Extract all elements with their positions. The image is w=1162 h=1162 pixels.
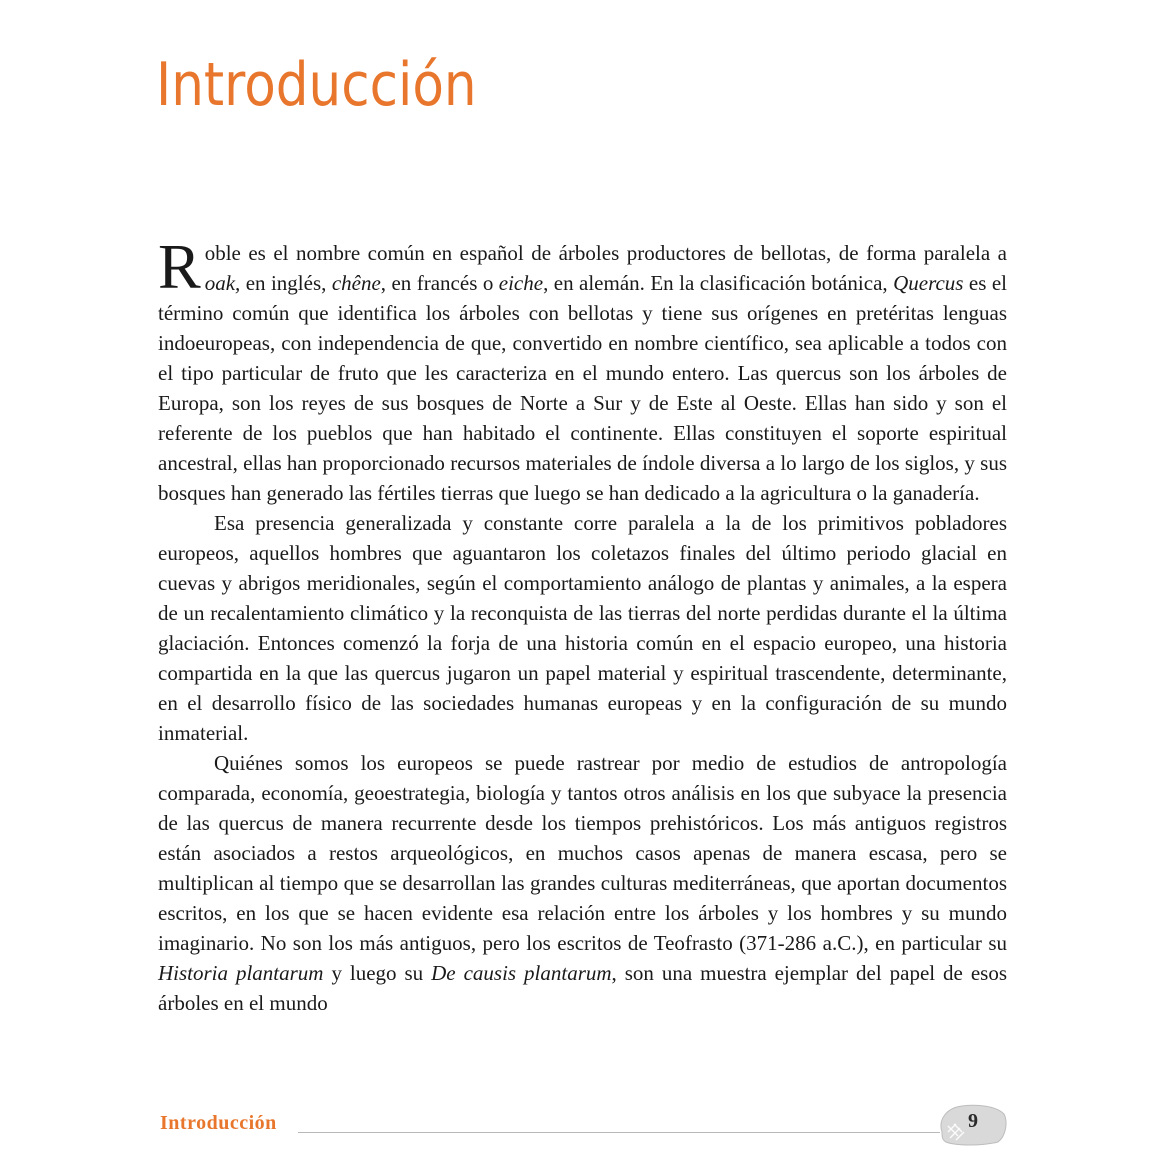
text-run: , en alemán. En la clasificación botánica, bbox=[543, 271, 894, 295]
footer-section-label: Introducción bbox=[160, 1112, 277, 1134]
drop-cap: R bbox=[158, 231, 201, 302]
italic-term: Historia plantarum bbox=[158, 961, 324, 985]
page-title: Introducción bbox=[156, 50, 477, 121]
text-run: es el término común que identifica los árboles con bellotas y tiene sus orígenes en pretéritas lenguas indoeuropeas, con independencia de que, convertido en nombre científico, sea aplicable a todos con el tipo particular de fruto que les caracteriza en el mundo entero. Las quercus son los árboles de Europa, son los reyes de sus bosques de Norte a Sur y de Este al Oeste. Ellas han sido y son el referente de los pueblos que han habitado el continente. Ellas constituyen el soporte espiritual ancestral, ellas han proporcionado recursos materiales de índole diversa a lo largo de los siglos, y sus bosques han generado las fértiles tierras que luego se han dedicado a la agricultura o la ganadería. bbox=[158, 271, 1007, 505]
italic-term: De causis plantarum bbox=[431, 961, 612, 985]
footer-divider bbox=[298, 1132, 940, 1133]
text-run: Quiénes somos los europeos se puede rastrear por medio de estudios de antropología comparada, economía, geoestrategia, biología y tantos otros análisis en los que subyace la presencia de las quercus de manera recurrente desde los tiempos prehistóricos. Los más antiguos registros están asociados a restos arqueológicos, en muchos casos apenas de manera escasa, pero se multiplican al tiempo que se desarrollan las grandes culturas mediterráneas, que aportan documentos escritos, en los que se hacen evidente esa relación entre los árboles y los hombres y su mundo imaginario. No son los más antiguos, pero los escritos de Teofrasto (371-286 a.C.), en particular su bbox=[158, 751, 1007, 955]
text-run: en inglés, bbox=[240, 271, 332, 295]
text-run: y luego su bbox=[323, 961, 432, 985]
text-run: , en francés o bbox=[380, 271, 499, 295]
text-run: oble es el nombre común en español de árboles productores de bellotas, de forma paralela a bbox=[204, 241, 1007, 265]
page-number: 9 bbox=[968, 1110, 978, 1132]
italic-term: chêne bbox=[331, 271, 381, 295]
paragraph-2: Esa presencia generalizada y constante corre paralela a la de los primitivos pobladores europeos, aquellos hombres que aguantaron los coletazos finales del último periodo glacial en cuevas y abrigos meridionales, según el comportamiento análogo de plantas y animales, a la espera de un recalentamiento climático y la reconquista de las tierras del norte perdidas durante el la última glaciación. Entonces comenzó la forja de una historia común en el espacio europeo, una historia compartida en la que las quercus jugaron un papel material y espiritual trascendente, determinante, en el desarrollo físico de las sociedades humanas europeas y en la configuración de su mundo inmaterial. bbox=[158, 511, 1007, 745]
italic-term: eiche bbox=[498, 271, 544, 295]
italic-term: oak, bbox=[204, 271, 241, 295]
text-run: , son una muestra ejemplar del papel de esos árboles en el mundo bbox=[158, 961, 1007, 1015]
paragraph-3 bbox=[158, 748, 1007, 1018]
paragraph-1 bbox=[158, 231, 1007, 508]
body-text bbox=[158, 231, 1007, 1018]
italic-term: Quercus bbox=[893, 271, 964, 295]
